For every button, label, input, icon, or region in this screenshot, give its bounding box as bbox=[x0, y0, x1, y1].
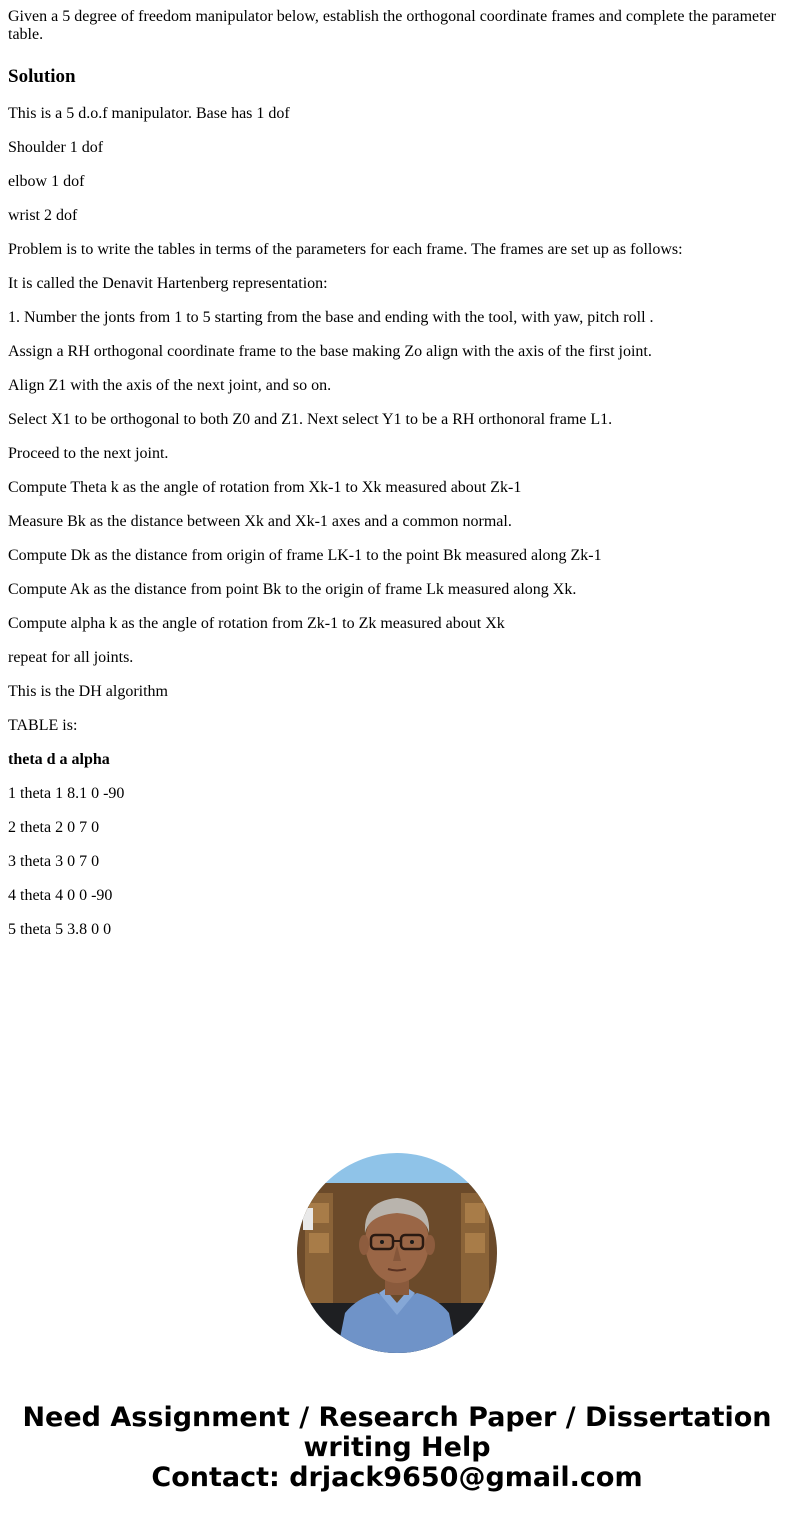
solution-line: wrist 2 dof bbox=[8, 207, 78, 224]
solution-line: Align Z1 with the axis of the next joint, and so on. bbox=[8, 377, 332, 394]
solution-line: Compute alpha k as the angle of rotation from Zk-1 to Zk measured about Xk bbox=[8, 615, 505, 632]
solution-body bbox=[8, 105, 786, 939]
solution-line: Shoulder 1 dof bbox=[8, 139, 104, 156]
solution-line: elbow 1 dof bbox=[8, 173, 85, 190]
solution-line: This is the DH algorithm bbox=[8, 683, 168, 700]
table-row: 1 theta 1 8.1 0 -90 bbox=[8, 785, 125, 802]
solution-line: Select X1 to be orthogonal to both Z0 and Z1. Next select Y1 to be a RH orthonoral frame L1. bbox=[8, 411, 613, 428]
table-row: 2 theta 2 0 7 0 bbox=[8, 819, 100, 836]
footer-line-2: writing Help bbox=[303, 1432, 491, 1463]
solution-line: Compute Ak as the distance from point Bk to the origin of frame Lk measured along Xk. bbox=[8, 581, 577, 598]
solution-line: This is a 5 d.o.f manipulator. Base has 1 dof bbox=[8, 105, 290, 122]
avatar bbox=[297, 1153, 497, 1353]
table-header: theta d a alpha bbox=[8, 751, 110, 768]
footer-contact-banner bbox=[0, 1403, 794, 1493]
footer-line-3: Contact: drjack9650@gmail.com bbox=[151, 1462, 643, 1493]
solution-line: repeat for all joints. bbox=[8, 649, 134, 666]
footer-line-1: Need Assignment / Research Paper / Dissertation bbox=[22, 1402, 772, 1433]
solution-line: Proceed to the next joint. bbox=[8, 445, 169, 462]
table-row: 3 theta 3 0 7 0 bbox=[8, 853, 100, 870]
solution-line: Compute Dk as the distance from origin of frame LK-1 to the point Bk measured along Zk-1 bbox=[8, 547, 602, 564]
solution-line: Problem is to write the tables in terms of the parameters for each frame. The frames are set up as follows: bbox=[8, 241, 683, 258]
solution-line: Compute Theta k as the angle of rotation from Xk-1 to Xk measured about Zk-1 bbox=[8, 479, 522, 496]
table-row: 5 theta 5 3.8 0 0 bbox=[8, 921, 112, 938]
solution-line: Assign a RH orthogonal coordinate frame to the base making Zo align with the axis of the first joint. bbox=[8, 343, 652, 360]
document-content bbox=[8, 8, 786, 955]
avatar-portrait-image bbox=[297, 1153, 497, 1353]
question-text: Given a 5 degree of freedom manipulator below, establish the orthogonal coordinate frames and complete the parameter table. bbox=[8, 8, 776, 43]
solution-line: Measure Bk as the distance between Xk and Xk-1 axes and a common normal. bbox=[8, 513, 512, 530]
solution-heading: Solution bbox=[8, 66, 76, 87]
table-row: 4 theta 4 0 0 -90 bbox=[8, 887, 113, 904]
solution-line: TABLE is: bbox=[8, 717, 78, 734]
solution-line: 1. Number the jonts from 1 to 5 starting from the base and ending with the tool, with yaw, pitch roll . bbox=[8, 309, 654, 326]
solution-line: It is called the Denavit Hartenberg representation: bbox=[8, 275, 328, 292]
